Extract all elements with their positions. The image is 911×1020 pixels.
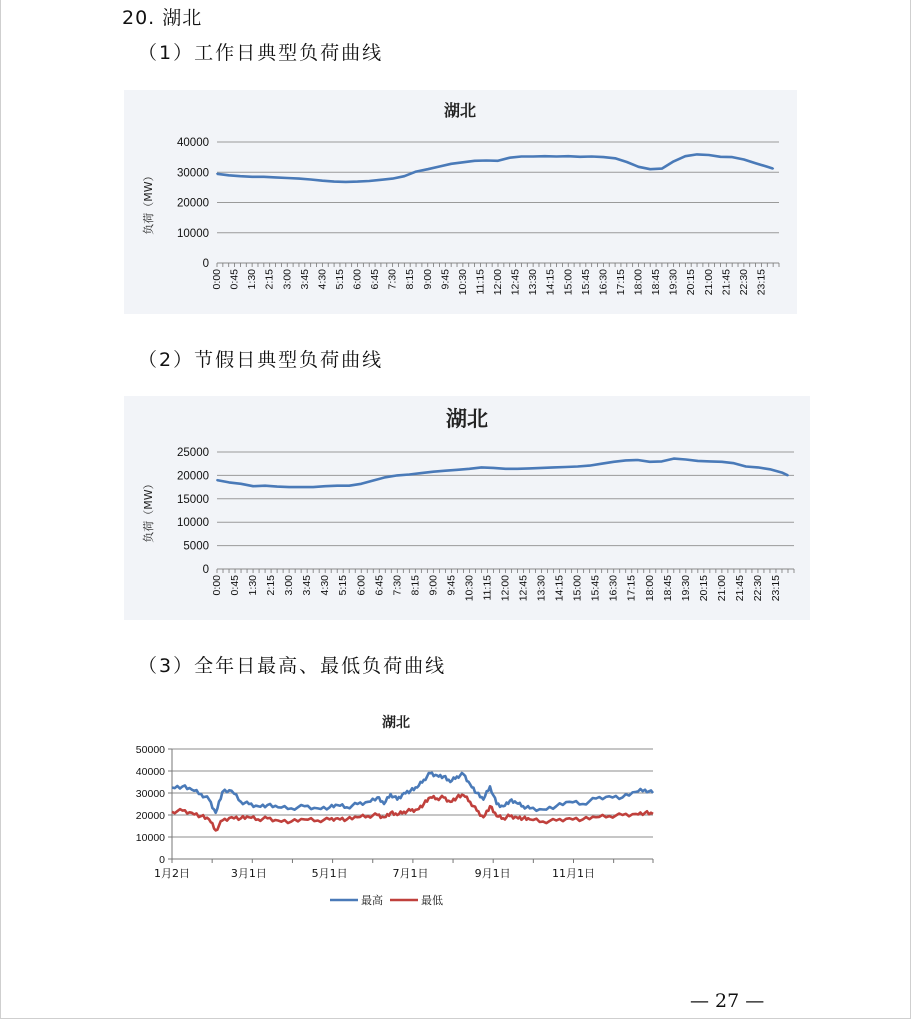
x-tick-label: 12:00 [492,269,504,296]
chart-title: 湖北 [443,101,477,120]
chart-holiday-svg [124,396,810,620]
x-tick-label: 4:30 [316,269,329,290]
load-data-point [626,161,628,163]
load-data-point [485,160,487,162]
x-tick-label: 14:15 [544,269,557,296]
load-data-point [709,460,711,462]
load-data-point [481,467,483,469]
x-tick-label: 16:30 [597,269,610,296]
load-data-point [685,459,687,461]
y-axis-label: 负荷（MW） [142,478,155,543]
load-data-point [216,173,218,175]
load-data-point [228,482,230,484]
y-tick-label: 15000 [177,493,209,506]
load-data-point [439,166,441,168]
load-data-point [591,156,593,158]
y-tick-label: 10000 [177,227,209,240]
load-data-point [625,460,627,462]
load-data-point [372,480,374,482]
load-data-point [288,486,290,488]
x-tick-label: 12:45 [509,269,522,296]
x-tick-label: 5月1日 [311,867,348,880]
x-tick-label: 9:00 [421,269,434,290]
load-data-point [474,160,476,162]
x-tick-label: 12:45 [517,575,530,602]
load-data-point [553,467,555,469]
x-tick-label: 0:00 [211,575,223,596]
x-tick-label: 9:45 [445,575,458,596]
x-tick-label: 5:15 [337,575,350,596]
series-line-min [172,795,653,831]
load-data-point [348,485,350,487]
load-data-point [240,175,242,177]
y-tick-label: 20000 [177,197,209,210]
x-tick-label: 3月1日 [230,867,267,880]
load-data-point [497,160,499,162]
x-tick-label: 11月1日 [551,867,595,880]
x-tick-label: 2:15 [263,269,276,290]
load-data-point [589,465,591,467]
load-data-point [457,469,459,471]
load-data-point [743,159,745,161]
load-data-point [276,486,278,488]
x-tick-label: 11:15 [474,269,487,295]
load-data-point [565,466,567,468]
load-data-point [755,162,757,164]
x-tick-label: 2:15 [265,575,278,596]
load-data-point [415,171,417,173]
load-data-point [264,485,266,487]
load-data-point [769,468,771,470]
load-data-point [602,156,604,158]
load-data-point [697,460,699,462]
x-tick-label: 3:45 [301,575,314,596]
x-tick-label: 19:30 [679,575,692,602]
chart-title: 湖北 [446,407,488,431]
load-data-point [336,485,338,487]
y-tick-label: 0 [159,854,165,866]
load-data-point [380,179,382,181]
load-data-point [469,468,471,470]
load-data-point [720,156,722,158]
load-data-point [300,486,302,488]
x-tick-label: 6:00 [355,575,368,596]
load-data-point [216,479,218,481]
load-data-point [263,176,265,178]
load-data-point [673,160,675,162]
load-data-point [228,174,230,176]
x-tick-label: 15:45 [589,575,602,602]
load-data-point [579,156,581,158]
load-data-point [321,180,323,182]
chart-title: 湖北 [382,715,410,731]
x-tick-label: 21:45 [720,269,733,296]
x-tick-label: 10:30 [463,575,476,602]
x-tick-label: 5:15 [333,269,346,290]
load-data-point [298,178,300,180]
x-tick-label: 1月2日 [154,867,190,880]
load-data-point [312,486,314,488]
load-data-point [772,168,774,170]
load-data-point [275,176,277,178]
y-tick-label: 30000 [177,167,209,180]
x-tick-label: 9月1日 [474,867,511,880]
load-data-point [493,467,495,469]
load-data-point [637,459,639,461]
page-number: — 27 — [690,990,765,1012]
load-data-point [544,155,546,157]
load-data-point [505,468,507,470]
load-data-point [638,166,640,168]
section-title-holiday: （2）节假日典型负荷曲线 [138,349,384,371]
x-tick-label: 8:15 [409,575,422,596]
x-tick-label: 10:30 [456,269,469,296]
x-tick-label: 15:45 [579,269,592,296]
legend-label-max: 最高 [361,894,383,907]
load-data-point [684,155,686,157]
load-data-point [360,483,362,485]
chart-annual-svg [124,702,664,914]
x-tick-label: 15:00 [571,575,584,602]
y-tick-label: 10000 [135,832,165,844]
x-tick-label: 6:45 [373,575,386,596]
load-data-point [384,476,386,478]
load-data-point [333,181,335,183]
x-tick-label: 18:00 [643,575,656,602]
section-title-annual: （3）全年日最高、最低负荷曲线 [138,655,447,677]
load-data-point [567,155,569,157]
x-tick-label: 19:30 [667,269,680,296]
load-data-point [731,156,733,158]
load-data-point [368,180,370,182]
x-tick-label: 15:00 [562,269,575,296]
y-tick-label: 0 [202,258,209,270]
y-tick-label: 40000 [177,137,209,149]
section-title-workday: （1）工作日典型负荷曲线 [138,42,384,64]
load-data-point [733,462,735,464]
y-tick-label: 20000 [135,810,165,822]
x-tick-label: 21:45 [733,575,746,602]
load-data-point [324,485,326,487]
load-data-point [357,181,359,183]
load-data-point [420,472,422,474]
load-data-point [745,466,747,468]
load-data-point [392,178,394,180]
load-data-point [529,467,531,469]
load-data-point [396,475,398,477]
load-data-point [787,475,789,477]
load-data-point [556,156,558,158]
load-data-point [252,485,254,487]
x-tick-label: 16:30 [607,575,620,602]
x-tick-label: 0:45 [229,575,242,596]
x-tick-label: 13:30 [527,269,540,296]
load-data-point [541,467,543,469]
x-tick-label: 7月1日 [392,867,429,880]
x-tick-label: 23:15 [769,575,782,602]
load-data-point [251,176,253,178]
load-data-point [673,458,675,460]
load-data-point [462,161,464,163]
load-data-point [310,179,312,181]
chart-holiday-load [124,396,810,620]
load-data-point [521,156,523,158]
load-data-point [444,470,446,472]
y-tick-label: 40000 [135,766,165,778]
y-tick-label: 25000 [177,447,209,459]
load-data-point [661,460,663,462]
y-axis-label: 负荷（MW） [142,170,155,235]
load-data-point [613,461,615,463]
x-tick-label: 17:15 [625,575,638,602]
load-data-point [781,472,783,474]
load-data-point [532,156,534,158]
load-data-point [661,168,663,170]
load-data-point [614,157,616,159]
load-data-point [649,168,651,170]
x-tick-label: 13:30 [535,575,548,602]
x-tick-label: 1:30 [246,269,259,290]
load-data-point [408,474,410,476]
x-tick-label: 18:00 [632,269,645,296]
section-heading: 20. 湖北 [122,7,203,29]
load-data-point [432,471,434,473]
load-data-point [450,163,452,165]
x-tick-label: 18:45 [650,269,663,296]
load-data-point [766,166,768,168]
x-tick-label: 21:00 [715,575,728,602]
x-tick-label: 6:45 [369,269,382,290]
load-data-point [286,177,288,179]
x-tick-label: 7:30 [391,575,404,596]
y-tick-label: 0 [202,564,209,576]
x-tick-label: 22:30 [751,575,764,602]
x-tick-label: 17:15 [614,269,627,296]
x-tick-label: 21:00 [702,269,715,296]
x-tick-label: 0:45 [228,269,241,290]
chart-annual-load [124,702,664,914]
x-tick-label: 14:15 [553,575,566,602]
load-data-point [509,157,511,159]
x-tick-label: 12:00 [499,575,512,602]
x-tick-label: 23:15 [755,269,768,296]
load-data-point [427,168,429,170]
load-data-point [757,467,759,469]
x-tick-label: 6:00 [351,269,364,290]
load-data-point [708,154,710,156]
y-tick-label: 30000 [135,788,165,800]
y-tick-label: 50000 [135,744,165,756]
load-data-point [403,175,405,177]
load-data-point [696,154,698,156]
y-tick-label: 20000 [177,470,209,483]
x-tick-label: 3:00 [281,269,294,290]
x-tick-label: 18:45 [661,575,674,602]
load-data-point [240,483,242,485]
load-data-point [517,468,519,470]
x-tick-label: 9:45 [439,269,452,290]
chart-workday-svg [124,90,797,314]
chart-workday-load [124,90,797,314]
x-tick-label: 11:15 [481,575,494,601]
x-tick-label: 3:45 [298,269,311,290]
y-tick-label: 10000 [177,517,209,530]
load-data-point [601,463,603,465]
x-tick-label: 8:15 [404,269,417,290]
x-tick-label: 4:30 [319,575,332,596]
x-tick-label: 3:00 [283,575,296,596]
load-data-point [649,461,651,463]
load-data-point [345,181,347,183]
load-data-point [721,461,723,463]
x-tick-label: 20:15 [697,575,710,602]
y-tick-label: 5000 [183,540,209,553]
legend-label-min: 最低 [421,894,443,907]
x-tick-label: 20:15 [685,269,698,296]
load-data-point [577,466,579,468]
x-tick-label: 9:00 [427,575,440,596]
x-tick-label: 1:30 [247,575,260,596]
x-tick-label: 22:30 [737,269,750,296]
x-tick-label: 7:30 [386,269,399,290]
x-tick-label: 0:00 [211,269,223,290]
